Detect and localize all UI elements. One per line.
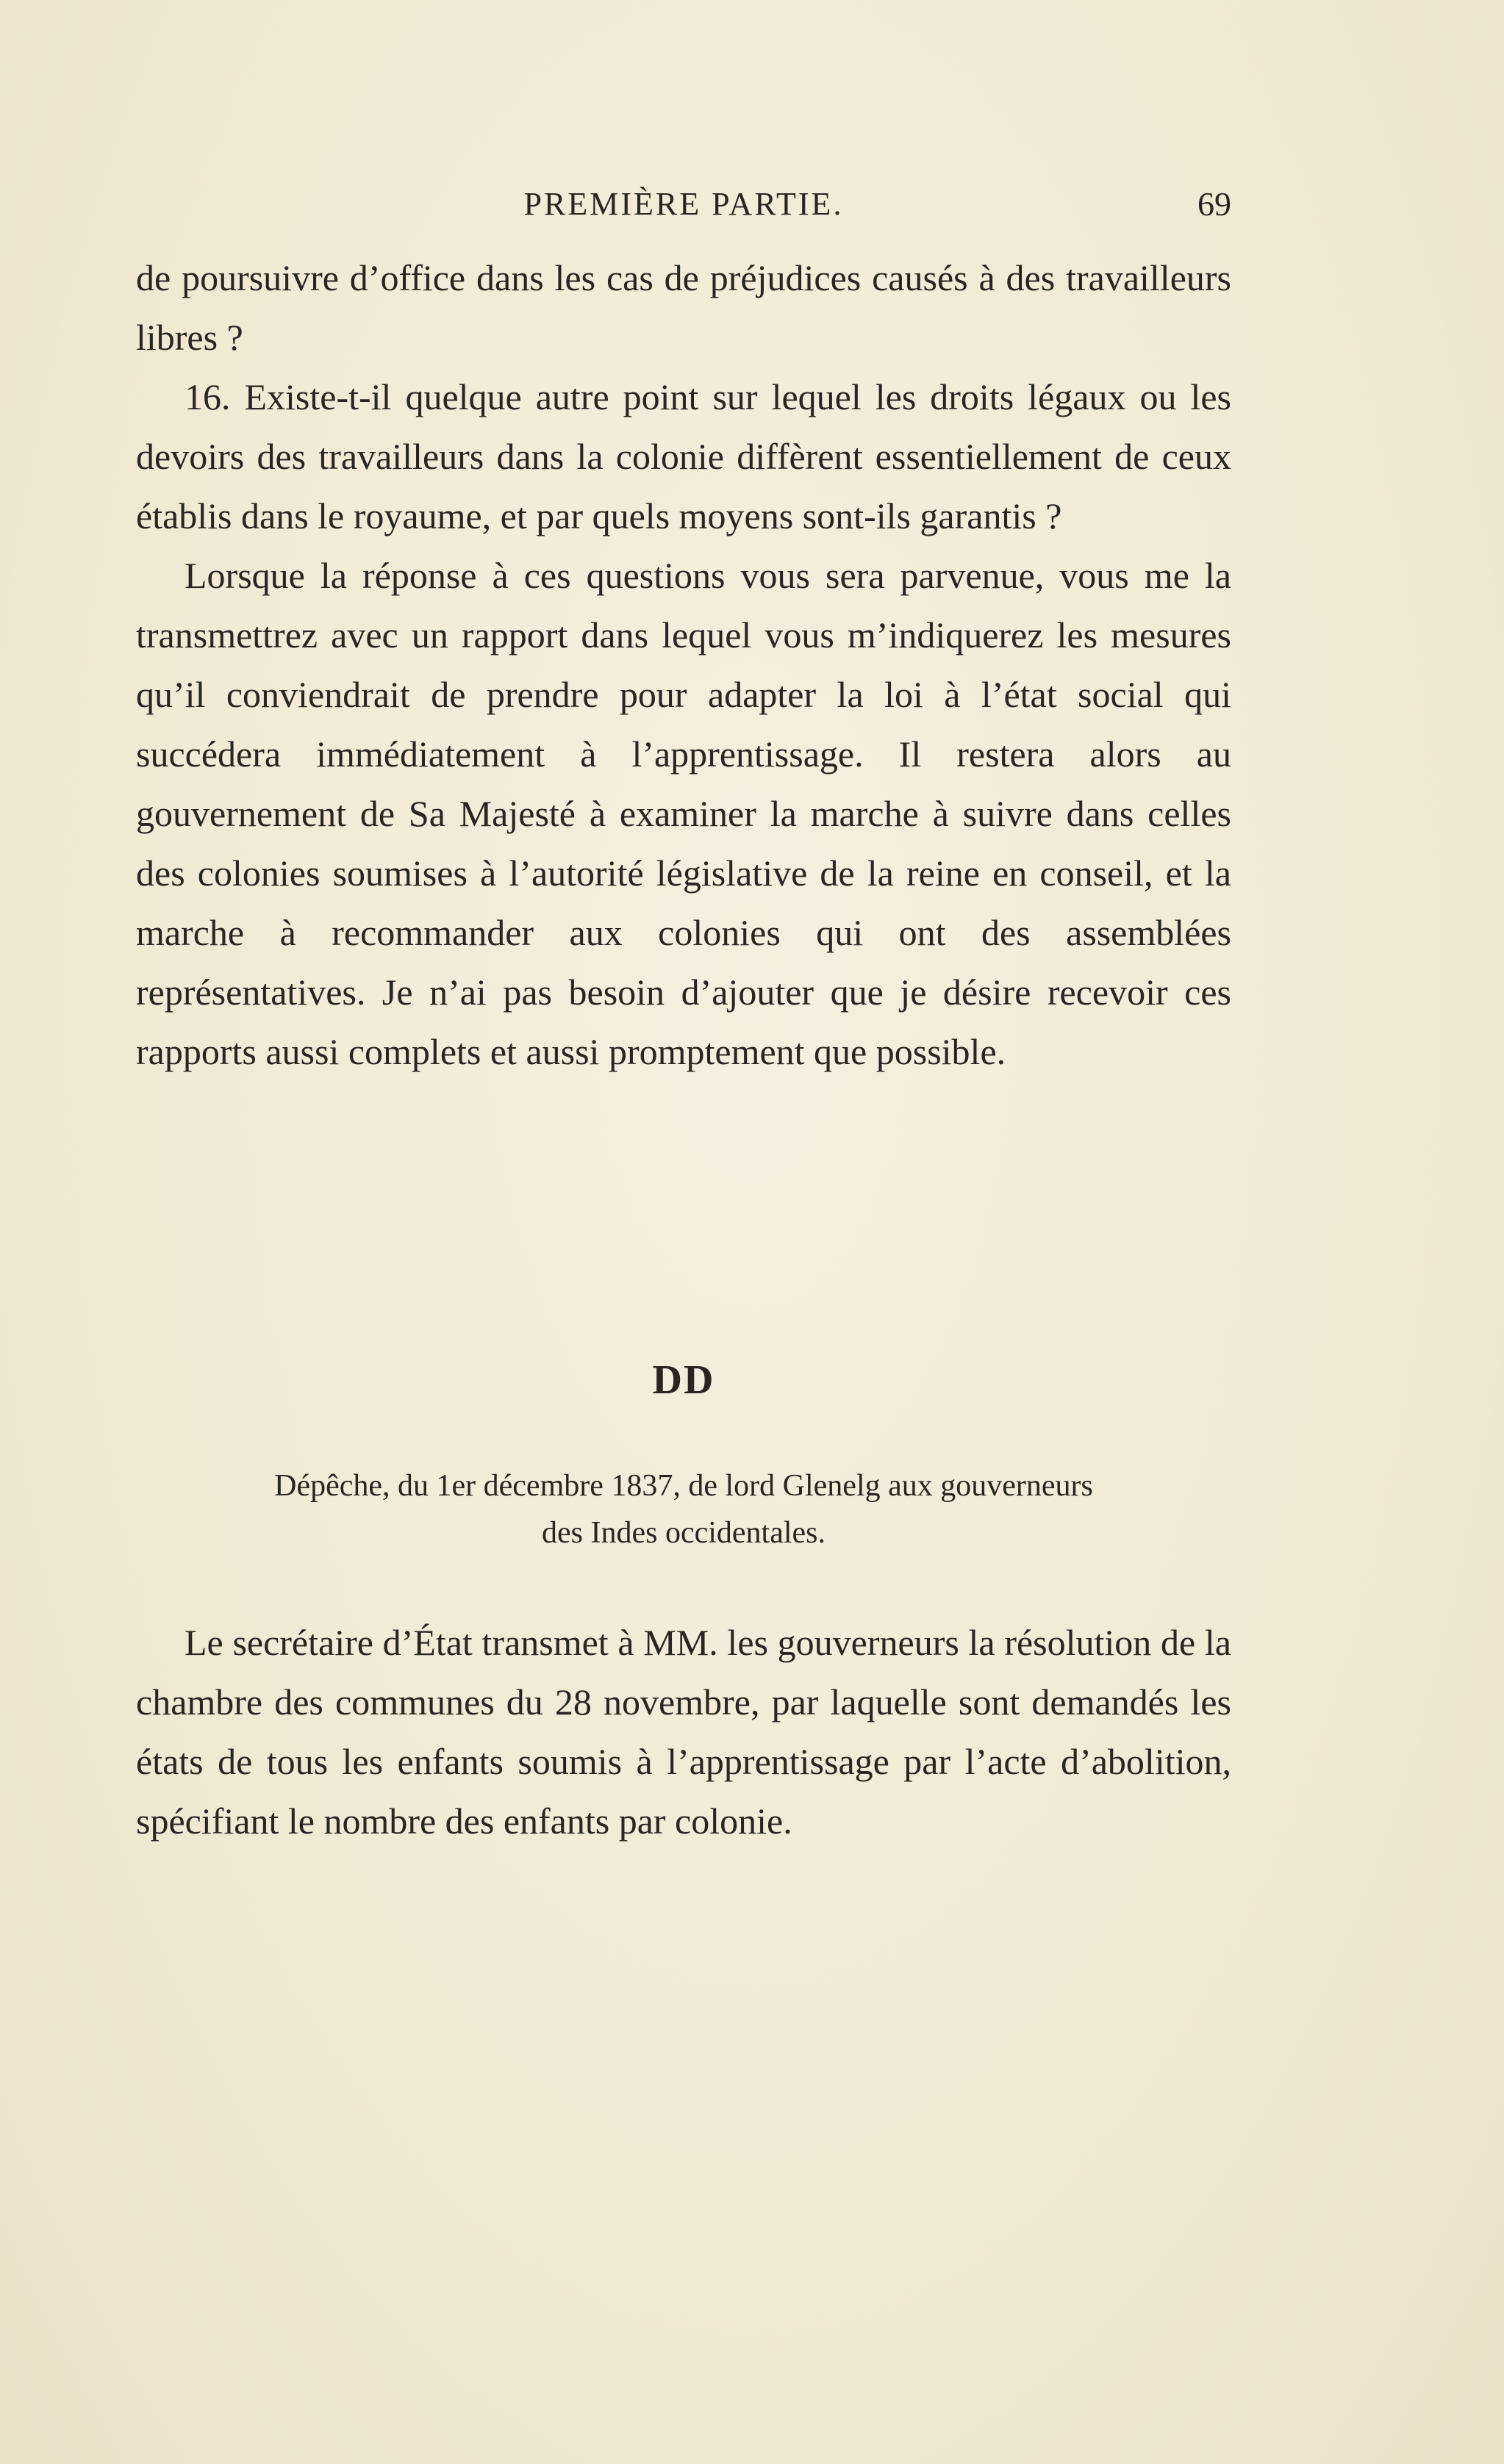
- running-title: PREMIÈRE PARTIE.: [523, 186, 844, 222]
- dispatch-summary: [136, 1462, 1231, 1556]
- body-text-top: [136, 248, 1231, 1082]
- dispatch-summary-line: des Indes occidentales.: [541, 1516, 826, 1550]
- paragraph-closing: Lorsque la réponse à ces questions vous sera parvenue, vous me la transmettrez avec un rapport dans lequel vous m’indiquerez les mesures qu’il conviendrait de prendre pour adapter la loi à l’état social qui succédera immédiatement à l’apprentissage. Il restera alors au gouvernement de Sa Majesté à examiner la marche à suivre dans celles des colonies soumises à l’autorité législative de la reine en conseil, et la marche à recommander aux colonies qui ont des assemblées représentatives. Je n’ai pas besoin d’ajouter que je désire recevoir ces rapports aussi complets et aussi promptement que possible.: [136, 555, 1231, 1072]
- section-heading: DD: [652, 1357, 715, 1403]
- running-head: [136, 182, 1231, 226]
- paragraph-question-16: 16. Existe-t-il quelque autre point sur lequel les droits légaux ou les devoirs des travailleurs dans la colonie diffèrent essentiellement de ceux établis dans le royaume, et par quels moyens sont-ils garantis ?: [136, 376, 1231, 536]
- page-number: 69: [1197, 185, 1231, 223]
- paragraph-continuation: de poursuivre d’office dans les cas de préjudices causés à des travailleurs libres ?: [136, 257, 1231, 358]
- dispatch-summary-line: Dépêche, du 1er décembre 1837, de lord Glenelg aux gouverneurs: [274, 1469, 1093, 1503]
- paragraph-dispatch: Le secrétaire d’État transmet à MM. les gouverneurs la résolution de la chambre des communes du 28 novembre, par laquelle sont demandés les états de tous les enfants soumis à l’apprentissage par l’acte d’abolition, spécifiant le nombre des enfants par colonie.: [136, 1622, 1231, 1842]
- body-text-bottom: [136, 1613, 1231, 1851]
